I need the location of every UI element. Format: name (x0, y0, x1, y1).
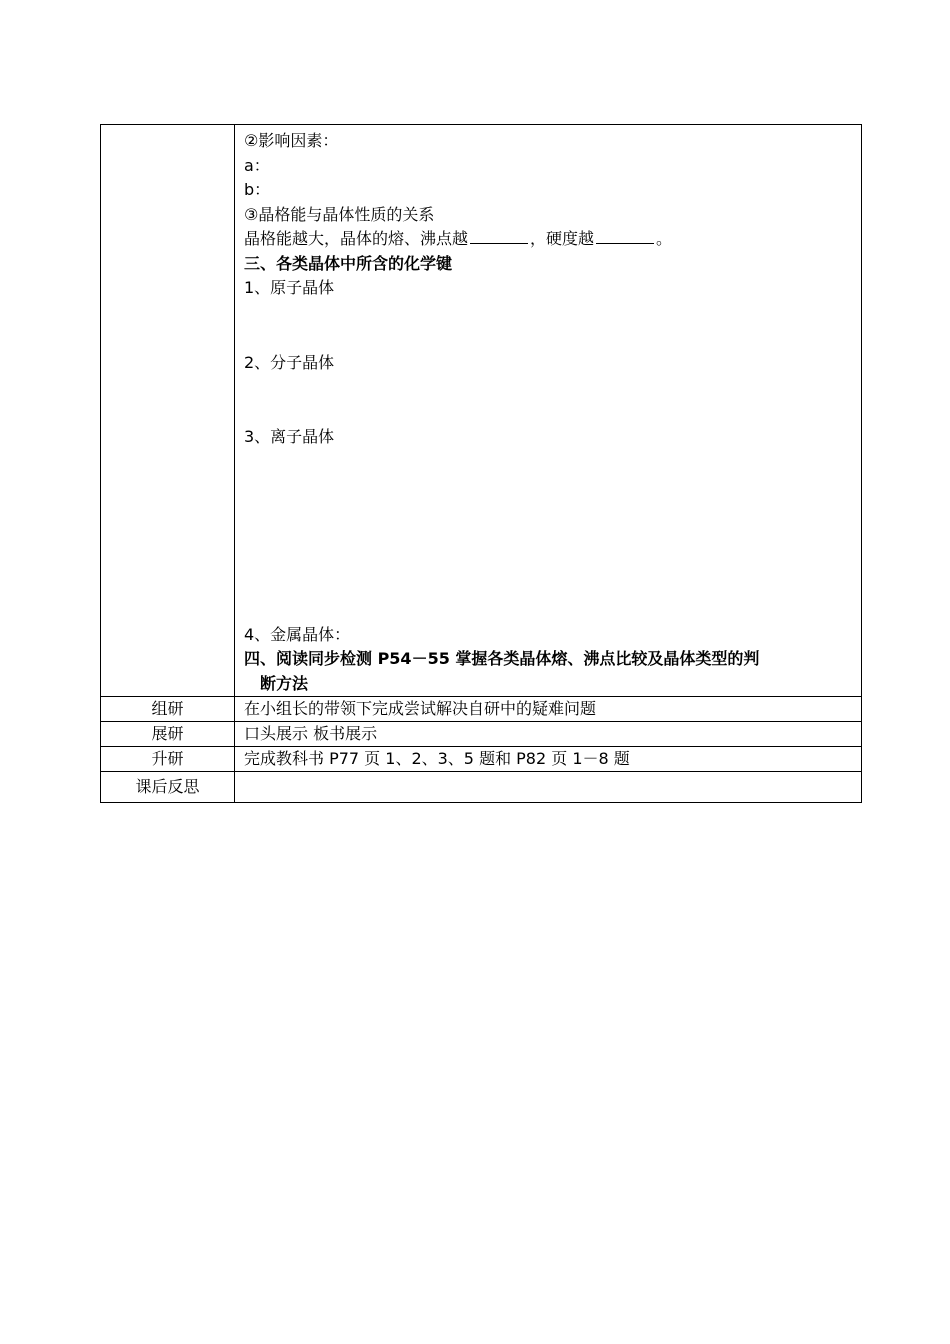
row-content: 在小组长的带领下完成尝试解决自研中的疑难问题 (235, 697, 862, 722)
table-row (101, 697, 862, 722)
melting-point-blank[interactable] (470, 227, 528, 244)
section-4-heading-line1: 四、阅读同步检测 P54－55 掌握各类晶体熔、沸点比较及晶体类型的判 (244, 649, 760, 668)
row-label: 组研 (101, 697, 235, 722)
lattice-energy-relation-line: ③晶格能与晶体性质的关系 (244, 204, 435, 224)
row-label: 升研 (101, 747, 235, 772)
table-row (101, 772, 862, 803)
hardness-blank[interactable] (596, 227, 654, 244)
factor-b-line: b： (244, 180, 271, 199)
reflection-content-cell[interactable] (235, 772, 862, 803)
atomic-crystal-item: 1、原子晶体 (244, 278, 335, 297)
section-3-heading: 三、各类晶体中所含的化学键 (244, 253, 453, 273)
main-row-label-cell (101, 125, 235, 697)
row-label: 展研 (101, 722, 235, 747)
fill-text-c: 。 (656, 229, 673, 248)
ionic-crystal-item: 3、离子晶体 (244, 427, 335, 446)
molecular-crystal-item: 2、分子晶体 (244, 352, 335, 372)
main-content-row (101, 125, 862, 697)
factor-a-line: a： (244, 155, 270, 175)
fill-text-b: ，硬度越 (530, 229, 595, 248)
section-4-heading-line2: 断方法 (260, 673, 309, 693)
row-content: 完成教科书 P77 页 1、2、3、5 题和 P82 页 1－8 题 (235, 747, 862, 772)
row-label: 课后反思 (101, 772, 235, 803)
table-row (101, 722, 862, 747)
metallic-crystal-item: 4、金属晶体： (244, 624, 351, 644)
lattice-energy-fill-line (244, 227, 855, 252)
influence-factors-line: ②影响因素： (244, 131, 339, 150)
main-content-cell (235, 125, 862, 697)
table-row (101, 747, 862, 772)
lesson-plan-table (100, 124, 862, 803)
fill-text-a: 晶格能越大，晶体的熔、沸点越 (244, 229, 469, 248)
row-content: 口头展示 板书展示 (235, 722, 862, 747)
